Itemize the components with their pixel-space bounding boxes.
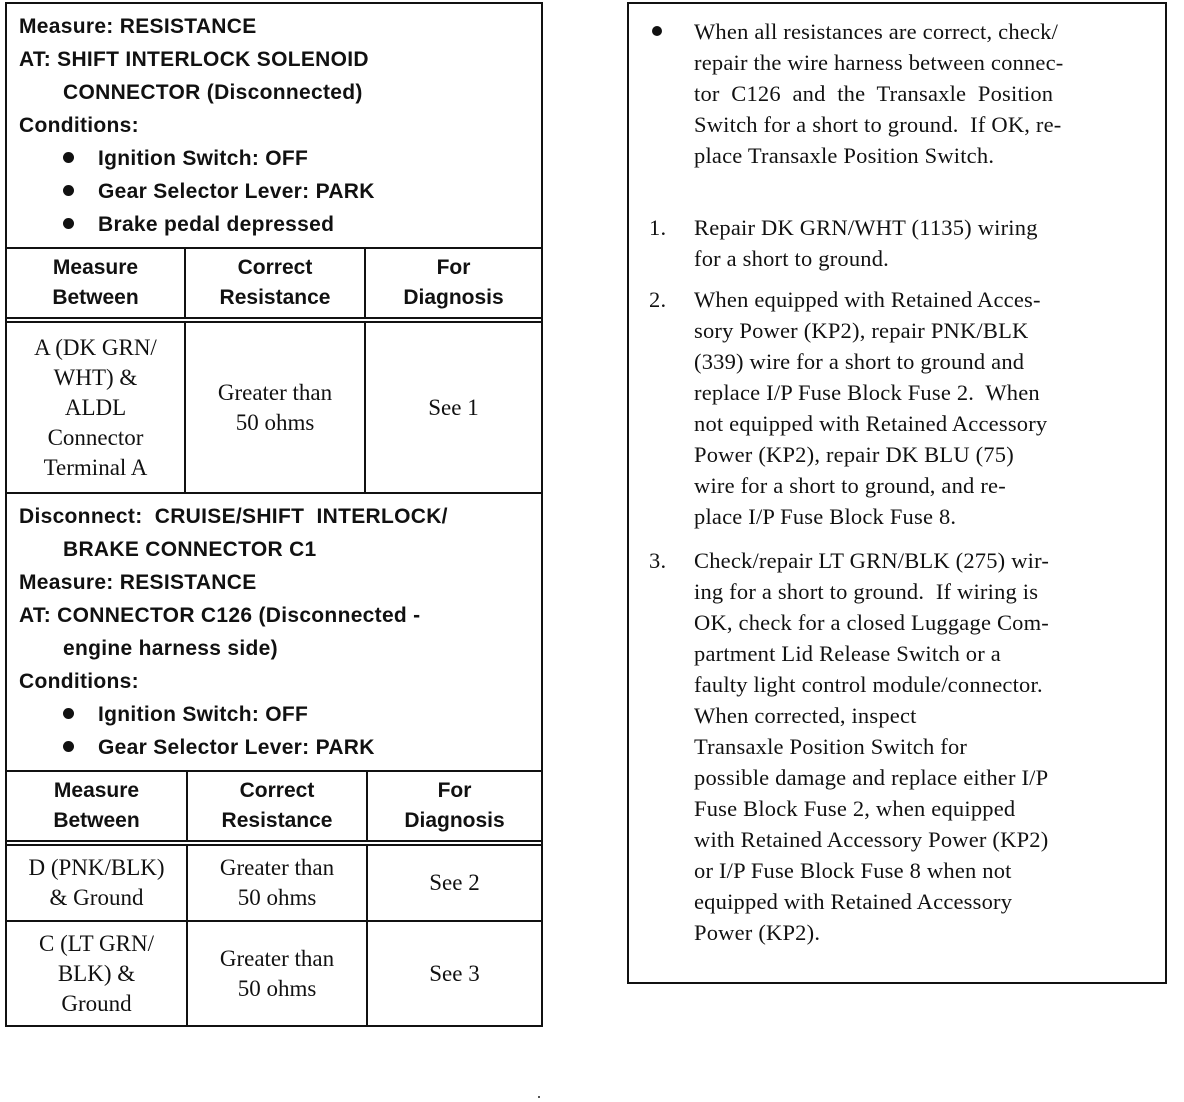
note-line: with Retained Accessory Power (KP2) bbox=[694, 827, 1049, 852]
block2-disconnect-line1: Disconnect: CRUISE/SHIFT INTERLOCK/ bbox=[19, 505, 448, 528]
block1-measure: Measure: RESISTANCE bbox=[19, 15, 257, 38]
note-line: Fuse Block Fuse 2, when equipped bbox=[694, 796, 1016, 821]
bullet-icon bbox=[63, 218, 74, 229]
note-line: place Transaxle Position Switch. bbox=[694, 143, 995, 168]
item-number: 3. bbox=[649, 548, 667, 573]
note-line: Transaxle Position Switch for bbox=[694, 734, 968, 759]
block2-at-line1: AT: CONNECTOR C126 (Disconnected - bbox=[19, 604, 421, 627]
note-line: tor C126 and the Transaxle Position bbox=[694, 81, 1054, 106]
note-line: possible damage and replace either I/P bbox=[694, 765, 1049, 790]
note-line: When corrected, inspect bbox=[694, 703, 917, 728]
block1-header bbox=[5, 2, 543, 247]
block2-header bbox=[5, 492, 543, 770]
note-line: ing for a short to ground. If wiring is bbox=[694, 579, 1039, 604]
block1-condition: Brake pedal depressed bbox=[19, 208, 541, 241]
header-correct-resistance: Correct Resistance bbox=[187, 772, 367, 843]
cell-diagnosis: See 2 bbox=[367, 843, 541, 921]
note-line: Switch for a short to ground. If OK, re- bbox=[694, 112, 1062, 137]
note-line: (339) wire for a short to ground and bbox=[694, 349, 1025, 374]
cell-diagnosis: See 3 bbox=[367, 921, 541, 1025]
resistance-table-2 bbox=[7, 772, 541, 1025]
note-line: place I/P Fuse Block Fuse 8. bbox=[694, 504, 957, 529]
cell-correct-resistance: Greater than 50 ohms bbox=[185, 320, 365, 492]
note-item-2 bbox=[649, 284, 1145, 532]
table-header-row bbox=[7, 772, 541, 843]
bullet-icon bbox=[652, 26, 662, 36]
header-measure-between: Measure Between bbox=[7, 772, 187, 843]
cell-correct-resistance: Greater than 50 ohms bbox=[187, 921, 367, 1025]
block2-condition: Gear Selector Lever: PARK bbox=[19, 731, 541, 764]
cell-diagnosis: See 1 bbox=[365, 320, 541, 492]
block2-conditions-label: Conditions: bbox=[19, 670, 139, 693]
header-correct-resistance: Correct Resistance bbox=[185, 249, 365, 320]
bullet-icon bbox=[63, 152, 74, 163]
note-item-1 bbox=[649, 212, 1145, 274]
block2-at-line2: engine harness side) bbox=[63, 637, 278, 660]
block1-at-line1: AT: SHIFT INTERLOCK SOLENOID bbox=[19, 48, 369, 71]
right-notes-panel bbox=[627, 2, 1167, 984]
cell-measure-between: C (LT GRN/ BLK) & Ground bbox=[7, 921, 187, 1025]
block1-condition: Gear Selector Lever: PARK bbox=[19, 175, 541, 208]
bullet-icon bbox=[63, 741, 74, 752]
item-number: 1. bbox=[649, 215, 667, 240]
table-header-row bbox=[7, 249, 541, 320]
note-line: Power (KP2), repair DK BLU (75) bbox=[694, 442, 1014, 467]
note-line: Check/repair LT GRN/BLK (275) wir- bbox=[694, 548, 1050, 573]
resistance-table-1 bbox=[7, 249, 541, 492]
bullet-icon bbox=[63, 708, 74, 719]
table2-wrapper bbox=[5, 770, 543, 1027]
note-line: replace I/P Fuse Block Fuse 2. When bbox=[694, 380, 1040, 405]
block2-measure: Measure: RESISTANCE bbox=[19, 571, 257, 594]
note-line: partment Lid Release Switch or a bbox=[694, 641, 1001, 666]
note-line: not equipped with Retained Accessory bbox=[694, 411, 1048, 436]
cell-correct-resistance: Greater than 50 ohms bbox=[187, 843, 367, 921]
block2-disconnect-line2: BRAKE CONNECTOR C1 bbox=[63, 538, 317, 561]
header-for-diagnosis: For Diagnosis bbox=[365, 249, 541, 320]
left-diagnostic-panel bbox=[5, 2, 543, 1027]
note-line: for a short to ground. bbox=[694, 246, 889, 271]
note-bullet bbox=[649, 16, 1145, 171]
note-line: repair the wire harness between connec- bbox=[694, 50, 1064, 75]
table-row bbox=[7, 921, 541, 1025]
note-line: When equipped with Retained Acces- bbox=[694, 287, 1041, 312]
table-row bbox=[7, 843, 541, 921]
table-row bbox=[7, 320, 541, 492]
cell-measure-between: A (DK GRN/ WHT) & ALDL Connector Terminal A bbox=[7, 320, 185, 492]
header-measure-between: Measure Between bbox=[7, 249, 185, 320]
note-line: sory Power (KP2), repair PNK/BLK bbox=[694, 318, 1029, 343]
note-line: faulty light control module/connector. bbox=[694, 672, 1043, 697]
block1-condition: Ignition Switch: OFF bbox=[19, 142, 541, 175]
block1-at-line2: CONNECTOR (Disconnected) bbox=[63, 81, 363, 104]
note-line: When all resistances are correct, check/ bbox=[694, 19, 1059, 44]
header-for-diagnosis: For Diagnosis bbox=[367, 772, 541, 843]
note-line: OK, check for a closed Luggage Com- bbox=[694, 610, 1050, 635]
bullet-icon bbox=[63, 185, 74, 196]
item-number: 2. bbox=[649, 287, 667, 312]
note-line: equipped with Retained Accessory bbox=[694, 889, 1013, 914]
note-line: Power (KP2). bbox=[694, 920, 821, 945]
scan-speck bbox=[538, 1096, 540, 1098]
note-line: Repair DK GRN/WHT (1135) wiring bbox=[694, 215, 1038, 240]
cell-measure-between: D (PNK/BLK) & Ground bbox=[7, 843, 187, 921]
table1-wrapper bbox=[5, 247, 543, 492]
block2-condition: Ignition Switch: OFF bbox=[19, 698, 541, 731]
note-item-3 bbox=[649, 545, 1145, 948]
note-line: wire for a short to ground, and re- bbox=[694, 473, 1006, 498]
block1-conditions-label: Conditions: bbox=[19, 114, 139, 137]
note-line: or I/P Fuse Block Fuse 8 when not bbox=[694, 858, 1012, 883]
